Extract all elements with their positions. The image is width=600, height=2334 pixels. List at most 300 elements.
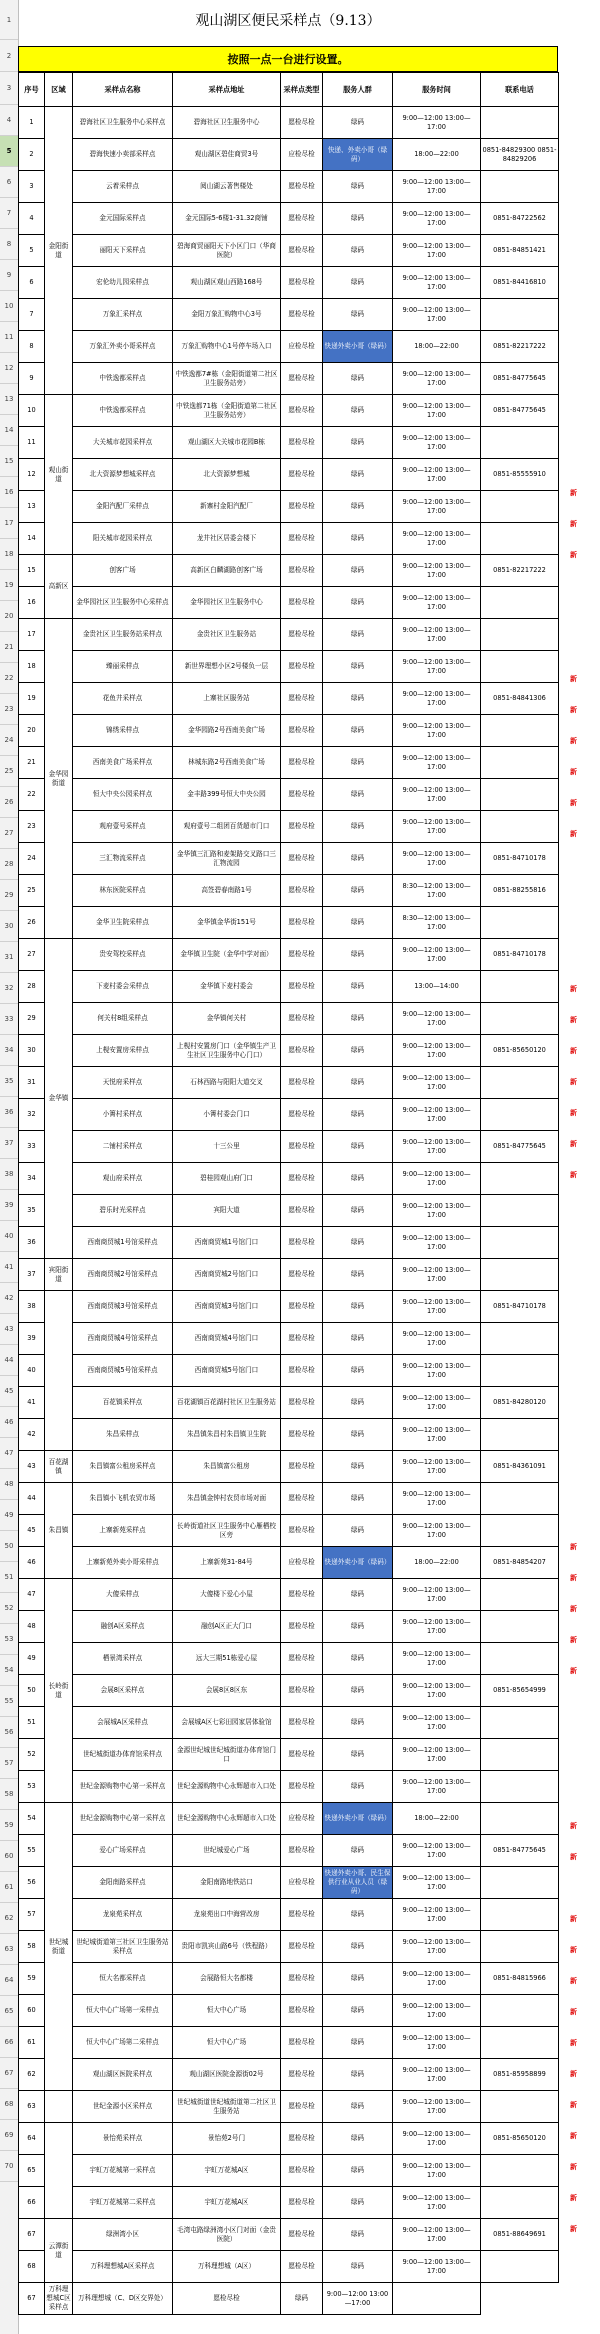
row-number[interactable]: 27 <box>0 818 18 849</box>
no-cell: 56 <box>19 1867 45 1899</box>
row-number[interactable]: 31 <box>0 942 18 973</box>
table-row <box>19 1483 559 1515</box>
table-row <box>19 1739 559 1771</box>
table-row <box>19 811 559 843</box>
row-number[interactable]: 32 <box>0 973 18 1004</box>
type-cell: 愿检尽检 <box>281 1451 323 1483</box>
name-cell: 中铁逸都采样点 <box>73 395 173 427</box>
phone-cell <box>481 2027 559 2059</box>
phone-cell: 0851-85958899 <box>481 2059 559 2091</box>
row-number[interactable]: 5 <box>0 136 18 167</box>
time-cell: 9:00—12:00 13:00—17:00 <box>393 427 481 459</box>
name-cell: 世纪城街道办体育馆采样点 <box>73 1739 173 1771</box>
new-badge: 新 <box>570 2194 577 2202</box>
crowd-cell: 绿码 <box>323 1259 393 1291</box>
row-number[interactable]: 58 <box>0 1779 18 1810</box>
name-cell: 碧海社区卫生服务中心采样点 <box>73 107 173 139</box>
type-cell: 愿检尽检 <box>281 1835 323 1867</box>
table-row <box>19 843 559 875</box>
crowd-cell: 绿码 <box>323 523 393 555</box>
no-cell: 31 <box>19 1067 45 1099</box>
addr-cell: 世纪金源购物中心永辉超市入口处 <box>173 1803 281 1835</box>
row-number[interactable]: 33 <box>0 1004 18 1035</box>
row-number[interactable]: 56 <box>0 1717 18 1748</box>
type-cell: 愿检尽检 <box>281 1035 323 1067</box>
new-badge: 新 <box>570 1853 577 1861</box>
crowd-cell: 绿码 <box>323 491 393 523</box>
name-cell: 会展城A区采样点 <box>73 1707 173 1739</box>
name-cell: 花鱼井采样点 <box>73 683 173 715</box>
phone-cell: 0851-82217222 <box>481 555 559 587</box>
time-cell: 9:00—12:00 13:00—17:00 <box>393 1707 481 1739</box>
no-cell: 50 <box>19 1675 45 1707</box>
type-cell: 愿检尽检 <box>281 1579 323 1611</box>
type-cell: 愿检尽检 <box>281 619 323 651</box>
addr-cell: 新世界理想小区2号楼负一层 <box>173 651 281 683</box>
new-badge: 新 <box>570 2008 577 2016</box>
name-cell: 景怡苑采样点 <box>73 2123 173 2155</box>
row-number[interactable]: 63 <box>0 1934 18 1965</box>
crowd-cell: 绿码 <box>323 107 393 139</box>
time-cell: 9:00—12:00 13:00—17:00 <box>393 747 481 779</box>
no-cell: 42 <box>19 1419 45 1451</box>
time-cell: 9:00—12:00 13:00—17:00 <box>393 587 481 619</box>
crowd-cell: 绿码 <box>323 1835 393 1867</box>
name-cell: 贵安驾校采样点 <box>73 939 173 971</box>
phone-cell: 0851-82217222 <box>481 331 559 363</box>
addr-cell: 世纪城爱心广场 <box>173 1835 281 1867</box>
time-cell: 9:00—12:00 13:00—17:00 <box>393 683 481 715</box>
row-number[interactable]: 17 <box>0 508 18 539</box>
row-number[interactable]: 22 <box>0 663 18 694</box>
crowd-cell: 绿码 <box>323 395 393 427</box>
name-cell: 万科理想城A区采样点 <box>73 2251 173 2283</box>
row-number[interactable]: 2 <box>0 40 18 72</box>
no-cell: 4 <box>19 203 45 235</box>
no-cell: 51 <box>19 1707 45 1739</box>
phone-cell <box>481 971 559 1003</box>
new-badge: 新 <box>570 551 577 559</box>
name-cell: 恒大中央公园采样点 <box>73 779 173 811</box>
phone-cell <box>481 107 559 139</box>
phone-cell <box>481 1195 559 1227</box>
table-row <box>19 2283 559 2315</box>
no-cell: 39 <box>19 1323 45 1355</box>
name-cell: 观山府采样点 <box>73 1163 173 1195</box>
crowd-cell: 绿码 <box>323 1643 393 1675</box>
row-number[interactable]: 3 <box>0 72 18 105</box>
new-badge: 新 <box>570 2132 577 2140</box>
phone-cell <box>481 1611 559 1643</box>
name-cell: 臻丽采样点 <box>73 651 173 683</box>
no-cell: 54 <box>19 1803 45 1835</box>
type-cell: 愿检尽检 <box>281 587 323 619</box>
row-number[interactable]: 50 <box>0 1531 18 1562</box>
row-number[interactable]: 59 <box>0 1810 18 1841</box>
table-row <box>19 139 559 171</box>
time-cell: 9:00—12:00 13:00—17:00 <box>393 1451 481 1483</box>
no-cell: 12 <box>19 459 45 491</box>
no-cell: 25 <box>19 875 45 907</box>
table-row <box>19 971 559 1003</box>
phone-cell <box>481 491 559 523</box>
name-cell: 爱心广场采样点 <box>73 1835 173 1867</box>
time-cell: 8:30—12:00 13:00—17:00 <box>393 907 481 939</box>
phone-cell: 0851-84361091 <box>481 1451 559 1483</box>
table-row <box>19 363 559 395</box>
time-cell: 9:00—12:00 13:00—17:00 <box>393 523 481 555</box>
no-cell: 61 <box>19 2027 45 2059</box>
table-row <box>19 651 559 683</box>
type-cell: 愿检尽检 <box>281 1483 323 1515</box>
crowd-cell: 绿码 <box>323 203 393 235</box>
crowd-cell: 绿码 <box>323 811 393 843</box>
phone-cell: 0851-84775645 <box>481 1131 559 1163</box>
table-row <box>19 779 559 811</box>
crowd-cell: 绿码 <box>323 2155 393 2187</box>
row-number[interactable]: 8 <box>0 229 18 260</box>
region-cell: 世纪城街道 <box>45 1803 73 2091</box>
name-cell: 朱昌采样点 <box>73 1419 173 1451</box>
row-number[interactable]: 66 <box>0 2027 18 2058</box>
name-cell: 恒大中心广场第一采样点 <box>73 1995 173 2027</box>
row-number[interactable]: 25 <box>0 756 18 787</box>
phone-cell <box>481 619 559 651</box>
time-cell: 9:00—12:00 13:00—17:00 <box>393 1323 481 1355</box>
row-number[interactable]: 70 <box>0 2151 18 2182</box>
no-cell: 60 <box>19 1995 45 2027</box>
new-badge: 新 <box>570 985 577 993</box>
row-number[interactable]: 44 <box>0 1345 18 1376</box>
name-cell: 金元国际采样点 <box>73 203 173 235</box>
table-row <box>19 1611 559 1643</box>
addr-cell: 朱昌镇富公租房 <box>173 1451 281 1483</box>
name-cell: 融创A区采样点 <box>73 1611 173 1643</box>
crowd-cell: 绿码 <box>323 971 393 1003</box>
addr-cell: 十三公里 <box>173 1131 281 1163</box>
new-badge: 新 <box>570 830 577 838</box>
row-number[interactable]: 53 <box>0 1624 18 1655</box>
name-cell: 百花镇采样点 <box>73 1387 173 1419</box>
type-cell: 愿检尽检 <box>281 171 323 203</box>
time-cell: 9:00—12:00 13:00—17:00 <box>393 2219 481 2251</box>
row-number[interactable]: 52 <box>0 1593 18 1624</box>
time-cell: 9:00—12:00 13:00—17:00 <box>393 2027 481 2059</box>
table-row <box>19 1707 559 1739</box>
new-badge: 新 <box>570 1946 577 1954</box>
new-badge: 新 <box>570 1605 577 1613</box>
row-number[interactable]: 18 <box>0 539 18 570</box>
type-cell: 愿检尽检 <box>281 1163 323 1195</box>
row-number[interactable]: 7 <box>0 198 18 229</box>
table-row <box>19 1419 559 1451</box>
table-row <box>19 331 559 363</box>
row-number[interactable]: 57 <box>0 1748 18 1779</box>
time-cell: 9:00—12:00 13:00—17:00 <box>393 1643 481 1675</box>
no-cell: 3 <box>19 171 45 203</box>
phone-cell <box>481 1483 559 1515</box>
region-cell: 金华镇 <box>45 939 73 1259</box>
row-number[interactable]: 62 <box>0 1903 18 1934</box>
table-row <box>19 491 559 523</box>
row-number[interactable]: 4 <box>0 105 18 136</box>
time-cell: 9:00—12:00 13:00—17:00 <box>393 267 481 299</box>
name-cell: 栖景湾采样点 <box>73 1643 173 1675</box>
row-number[interactable]: 14 <box>0 415 18 446</box>
header-cell: 区域 <box>45 73 73 107</box>
time-cell: 9:00—12:00 13:00—17:00 <box>393 1931 481 1963</box>
row-number[interactable]: 28 <box>0 849 18 880</box>
no-cell: 8 <box>19 331 45 363</box>
row-number[interactable]: 36 <box>0 1097 18 1128</box>
row-number[interactable]: 30 <box>0 911 18 942</box>
row-number[interactable]: 19 <box>0 570 18 601</box>
name-cell: 金阳汽配厂采样点 <box>73 491 173 523</box>
row-number[interactable]: 9 <box>0 260 18 291</box>
table-row <box>19 683 559 715</box>
name-cell: 会展8区采样点 <box>73 1675 173 1707</box>
no-cell: 17 <box>19 619 45 651</box>
no-cell: 2 <box>19 139 45 171</box>
name-cell: 西南商贸城2号馆采样点 <box>73 1259 173 1291</box>
table-row <box>19 1323 559 1355</box>
row-number[interactable]: 37 <box>0 1128 18 1159</box>
table-row <box>19 1867 559 1899</box>
addr-cell: 观山湖区大关城市花园B栋 <box>173 427 281 459</box>
name-cell: 金贵社区卫生服务站采样点 <box>73 619 173 651</box>
phone-cell <box>481 651 559 683</box>
name-cell: 朱昌镇小飞机农贸市场 <box>73 1483 173 1515</box>
crowd-cell: 绿码 <box>323 2219 393 2251</box>
row-number[interactable]: 64 <box>0 1965 18 1996</box>
new-badge: 新 <box>570 1636 577 1644</box>
no-cell: 13 <box>19 491 45 523</box>
time-cell: 9:00—12:00 13:00—17:00 <box>393 363 481 395</box>
row-number[interactable]: 34 <box>0 1035 18 1066</box>
new-badge: 新 <box>570 2225 577 2233</box>
no-cell: 6 <box>19 267 45 299</box>
phone-cell <box>393 2283 481 2315</box>
row-number[interactable]: 60 <box>0 1841 18 1872</box>
no-cell: 20 <box>19 715 45 747</box>
addr-cell: 金贵社区卫生服务站 <box>173 619 281 651</box>
time-cell: 9:00—12:00 13:00—17:00 <box>393 459 481 491</box>
phone-cell: 0851-84722562 <box>481 203 559 235</box>
time-cell: 9:00—12:00 13:00—17:00 <box>393 1003 481 1035</box>
row-number[interactable]: 55 <box>0 1686 18 1717</box>
row-number[interactable]: 12 <box>0 353 18 384</box>
no-cell: 9 <box>19 363 45 395</box>
table-row <box>19 1291 559 1323</box>
phone-cell: 0851-84851421 <box>481 235 559 267</box>
name-cell: 观山湖区医院采样点 <box>73 2059 173 2091</box>
name-cell: 宏伦幼儿园采样点 <box>73 267 173 299</box>
header-cell: 采样点类型 <box>281 73 323 107</box>
table-row <box>19 395 559 427</box>
row-number[interactable]: 16 <box>0 477 18 508</box>
addr-cell: 金元国际5-6楼1-31.32商铺 <box>173 203 281 235</box>
addr-cell: 金华园社区卫生服务中心 <box>173 587 281 619</box>
name-cell: 三汇物流采样点 <box>73 843 173 875</box>
no-cell: 10 <box>19 395 45 427</box>
time-cell: 9:00—12:00 13:00—17:00 <box>393 107 481 139</box>
row-number[interactable]: 29 <box>0 880 18 911</box>
row-number[interactable]: 47 <box>0 1438 18 1469</box>
row-number[interactable]: 48 <box>0 1469 18 1500</box>
row-number[interactable]: 40 <box>0 1221 18 1252</box>
new-badge: 新 <box>570 1171 577 1179</box>
addr-cell: 世纪金源购物中心永辉超市入口处 <box>173 1771 281 1803</box>
phone-cell <box>481 2187 559 2219</box>
time-cell: 9:00—12:00 13:00—17:00 <box>393 1867 481 1899</box>
row-number[interactable]: 61 <box>0 1872 18 1903</box>
table-row <box>19 427 559 459</box>
no-cell: 36 <box>19 1227 45 1259</box>
no-cell: 55 <box>19 1835 45 1867</box>
type-cell: 愿检尽检 <box>281 939 323 971</box>
phone-cell <box>481 299 559 331</box>
type-cell: 愿检尽检 <box>281 299 323 331</box>
new-badge: 新 <box>570 1915 577 1923</box>
row-number[interactable]: 65 <box>0 1996 18 2027</box>
phone-cell <box>481 1099 559 1131</box>
row-number[interactable]: 54 <box>0 1655 18 1686</box>
new-badge: 新 <box>570 1977 577 1985</box>
phone-cell: 0851-85650120 <box>481 1035 559 1067</box>
type-cell: 愿检尽检 <box>281 2251 323 2283</box>
table-row <box>19 619 559 651</box>
row-number[interactable]: 51 <box>0 1562 18 1593</box>
addr-cell: 上寨新苑31-84号 <box>173 1547 281 1579</box>
time-cell: 9:00—12:00 13:00—17:00 <box>393 203 481 235</box>
table-row <box>19 1803 559 1835</box>
row-number[interactable]: 35 <box>0 1066 18 1097</box>
row-number[interactable]: 10 <box>0 291 18 322</box>
row-number[interactable]: 6 <box>0 167 18 198</box>
addr-cell: 林城东路2号西南美食广场 <box>173 747 281 779</box>
name-cell: 万象汇采样点 <box>73 299 173 331</box>
phone-cell: 0851-85555910 <box>481 459 559 491</box>
row-number[interactable]: 49 <box>0 1500 18 1531</box>
no-cell: 33 <box>19 1131 45 1163</box>
row-number[interactable]: 1 <box>0 0 18 40</box>
phone-cell <box>481 1355 559 1387</box>
phone-cell: 0851-84854207 <box>481 1547 559 1579</box>
no-cell: 19 <box>19 683 45 715</box>
type-cell: 愿检尽检 <box>281 779 323 811</box>
row-number[interactable]: 41 <box>0 1252 18 1283</box>
row-number[interactable]: 69 <box>0 2120 18 2151</box>
crowd-cell: 绿码 <box>323 1291 393 1323</box>
row-number[interactable]: 20 <box>0 601 18 632</box>
row-number[interactable]: 45 <box>0 1376 18 1407</box>
new-badge: 新 <box>570 1543 577 1551</box>
type-cell: 愿检尽检 <box>281 1291 323 1323</box>
row-number[interactable]: 38 <box>0 1159 18 1190</box>
no-cell: 15 <box>19 555 45 587</box>
crowd-cell: 绿码 <box>323 1323 393 1355</box>
crowd-cell: 绿码 <box>323 683 393 715</box>
type-cell: 愿检尽检 <box>281 1387 323 1419</box>
time-cell: 9:00—12:00 13:00—17:00 <box>393 491 481 523</box>
table-row <box>19 875 559 907</box>
row-number[interactable]: 23 <box>0 694 18 725</box>
phone-cell <box>481 1803 559 1835</box>
addr-cell: 会展8区8区东 <box>173 1675 281 1707</box>
row-number[interactable]: 21 <box>0 632 18 663</box>
addr-cell: 宇虹万花城A区 <box>173 2187 281 2219</box>
no-cell: 66 <box>19 2187 45 2219</box>
row-number[interactable]: 67 <box>0 2058 18 2089</box>
phone-cell: 0851-84710178 <box>481 1291 559 1323</box>
time-cell: 9:00—12:00 13:00—17:00 <box>393 1771 481 1803</box>
new-badge: 新 <box>570 1667 577 1675</box>
addr-cell: 碧海商贸丽阳天下小区门口（华商医院） <box>173 235 281 267</box>
row-number[interactable]: 39 <box>0 1190 18 1221</box>
name-cell: 宇虹万花城第一采样点 <box>73 2155 173 2187</box>
row-number[interactable]: 42 <box>0 1283 18 1314</box>
crowd-cell: 绿码 <box>323 1611 393 1643</box>
time-cell: 9:00—12:00 13:00—17:00 <box>393 1995 481 2027</box>
crowd-cell: 绿码 <box>323 2123 393 2155</box>
row-number[interactable]: 11 <box>0 322 18 353</box>
no-cell: 29 <box>19 1003 45 1035</box>
time-cell: 9:00—12:00 13:00—17:00 <box>393 1355 481 1387</box>
time-cell: 9:00—12:00 13:00—17:00 <box>393 2251 481 2283</box>
row-number[interactable]: 15 <box>0 446 18 477</box>
phone-cell <box>481 811 559 843</box>
type-cell: 愿检尽检 <box>281 1611 323 1643</box>
crowd-cell: 绿码 <box>323 1003 393 1035</box>
row-number[interactable]: 13 <box>0 384 18 415</box>
time-cell: 9:00—12:00 13:00—17:00 <box>393 619 481 651</box>
time-cell: 18:00—22:00 <box>393 1803 481 1835</box>
crowd-cell: 绿码 <box>323 1163 393 1195</box>
crowd-cell: 绿码 <box>323 715 393 747</box>
phone-cell <box>481 1771 559 1803</box>
phone-cell <box>481 747 559 779</box>
type-cell: 愿检尽检 <box>281 1643 323 1675</box>
row-number[interactable]: 46 <box>0 1407 18 1438</box>
time-cell: 13:00—14:00 <box>393 971 481 1003</box>
type-cell: 愿检尽检 <box>281 2091 323 2123</box>
table-row <box>19 2187 559 2219</box>
time-cell: 9:00—12:00 13:00—17:00 <box>393 1291 481 1323</box>
crowd-cell: 绿码 <box>323 171 393 203</box>
no-cell: 57 <box>19 1899 45 1931</box>
phone-cell <box>481 1323 559 1355</box>
crowd-cell: 绿码 <box>323 1451 393 1483</box>
name-cell: 阳关城市花园采样点 <box>73 523 173 555</box>
name-cell: 云着采样点 <box>73 171 173 203</box>
addr-cell: 朱昌镇朱昌村朱昌镇卫生院 <box>173 1419 281 1451</box>
row-number[interactable]: 68 <box>0 2089 18 2120</box>
new-badge: 新 <box>570 675 577 683</box>
new-badge: 新 <box>570 1140 577 1148</box>
type-cell: 愿检尽检 <box>281 1419 323 1451</box>
phone-cell <box>481 1259 559 1291</box>
type-cell: 愿检尽检 <box>281 2059 323 2091</box>
time-cell: 9:00—12:00 13:00—17:00 <box>393 715 481 747</box>
row-number[interactable]: 24 <box>0 725 18 756</box>
name-cell: 上寨新苑采样点 <box>73 1515 173 1547</box>
no-cell: 63 <box>19 2091 45 2123</box>
no-cell: 44 <box>19 1483 45 1515</box>
row-number[interactable]: 43 <box>0 1314 18 1345</box>
row-number[interactable]: 26 <box>0 787 18 818</box>
type-cell: 愿检尽检 <box>281 363 323 395</box>
addr-cell: 西南商贸城1号馆门口 <box>173 1227 281 1259</box>
